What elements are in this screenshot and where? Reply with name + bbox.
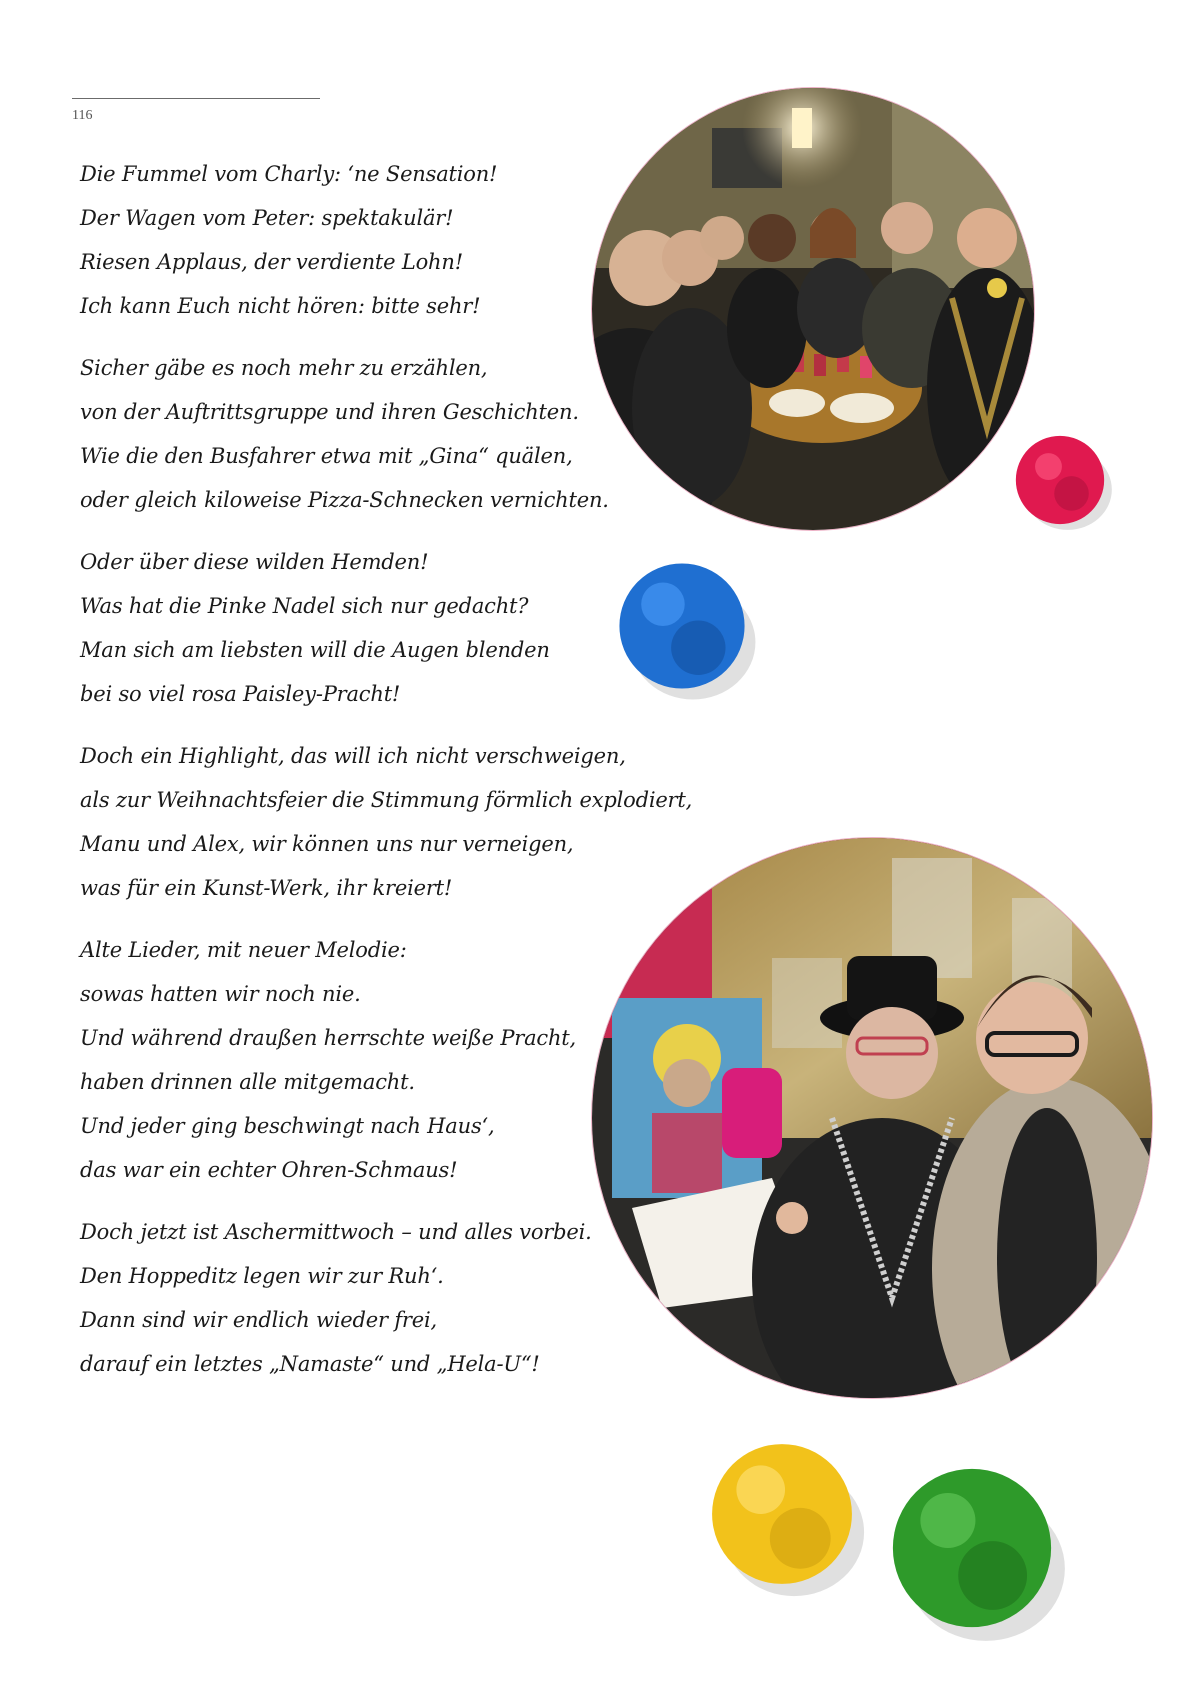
poem-line: Doch ein Highlight, das will ich nicht verschweigen, (80, 744, 626, 768)
poem-line: Sicher gäbe es noch mehr zu erzählen, (80, 356, 488, 380)
poem-line: Der Wagen vom Peter: spektakulär! (80, 206, 454, 230)
pompom-blue-graphic (614, 558, 750, 694)
pompom-green-graphic (886, 1462, 1058, 1634)
artwork-illustration (592, 838, 1152, 1398)
poem-line: haben drinnen alle mitgemacht. (80, 1070, 415, 1094)
poem-line: Manu und Alex, wir können uns nur verneigen, (80, 832, 574, 856)
poem-line: das war ein echter Ohren-Schmaus! (80, 1158, 458, 1182)
pompom-yellow-icon (706, 1438, 858, 1590)
group-dinner-photo (592, 88, 1034, 530)
artwork-photo (592, 838, 1152, 1398)
poem-line: Man sich am liebsten will die Augen blenden (80, 638, 550, 662)
poem-line: von der Auftrittsgruppe und ihren Geschichten. (80, 400, 579, 424)
poem-line: oder gleich kiloweise Pizza-Schnecken vernichten. (80, 488, 609, 512)
poem-line: Was hat die Pinke Nadel sich nur gedacht? (80, 594, 529, 618)
pompom-green-icon (886, 1462, 1058, 1634)
poem-line: Die Fummel vom Charly: ‘ne Sensation! (80, 162, 498, 186)
poem-line: Den Hoppeditz legen wir zur Ruh‘. (80, 1264, 444, 1288)
group-dinner-illustration (592, 88, 1034, 530)
poem-line: Riesen Applaus, der verdiente Lohn! (80, 250, 463, 274)
poem-line: Doch jetzt ist Aschermittwoch – und alles vorbei. (80, 1220, 592, 1244)
stanza (80, 734, 720, 910)
page-number: 116 (72, 108, 93, 123)
poem-line: Und während draußen herrschte weiße Pracht, (80, 1026, 577, 1050)
pompom-red-graphic (1012, 432, 1108, 528)
pompom-blue-icon (614, 558, 750, 694)
poem-line: was für ein Kunst-Werk, ihr kreiert! (80, 876, 453, 900)
poem-line: Wie die den Busfahrer etwa mit „Gina“ quälen, (80, 444, 573, 468)
poem-line: Ich kann Euch nicht hören: bitte sehr! (80, 294, 481, 318)
poem-line: darauf ein letztes „Namaste“ und „Hela-U“! (80, 1352, 540, 1376)
header-rule (72, 98, 320, 99)
poem-line: Oder über diese wilden Hemden! (80, 550, 429, 574)
pompom-yellow-graphic (706, 1438, 858, 1590)
poem-line: Und jeder ging beschwingt nach Haus‘, (80, 1114, 495, 1138)
poem-line: bei so viel rosa Paisley-Pracht! (80, 682, 401, 706)
poem-line: Dann sind wir endlich wieder frei, (80, 1308, 437, 1332)
pompom-red-icon (1012, 432, 1108, 528)
poem-line: sowas hatten wir noch nie. (80, 982, 361, 1006)
poem-line: Alte Lieder, mit neuer Melodie: (80, 938, 407, 962)
poem-line: als zur Weihnachtsfeier die Stimmung förmlich explodiert, (80, 788, 693, 812)
